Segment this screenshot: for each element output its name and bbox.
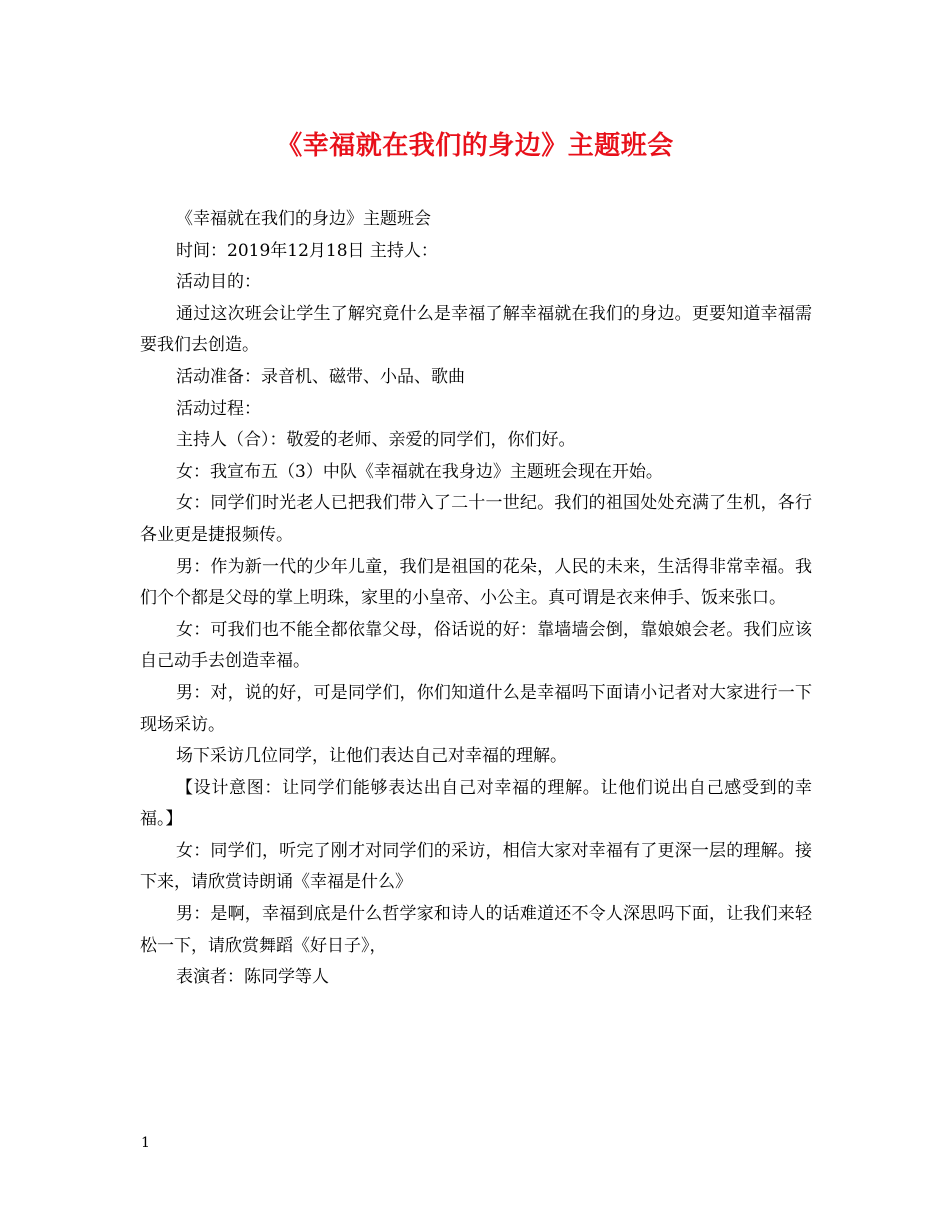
- paragraph: 男：是啊，幸福到底是什么哲学家和诗人的话难道还不令人深思吗下面，让我们来轻松一下，请欣赏舞蹈《好日子》，: [140, 904, 812, 956]
- paragraph: 主持人（合）：敬爱的老师、亲爱的同学们，你们好。: [176, 430, 576, 451]
- paragraph: 女：可我们也不能全都依靠父母，俗话说的好：靠墙墙会倒，靠娘娘会老。我们应该自己动手去创造幸福。: [140, 619, 812, 672]
- paragraph: 时间：2019年12月18日 主持人：: [176, 240, 438, 261]
- paragraph: 表演者：陈同学等人: [176, 967, 329, 988]
- paragraph: 男：作为新一代的少年儿童，我们是祖国的花朵，人民的未来，生活得非常幸福。我们个个都是父母的掌上明珠，家里的小皇帝、小公主。真可谓是衣来伸手、饭来张口。: [140, 556, 812, 609]
- paragraph: 活动准备：录音机、磁带、小品、歌曲: [176, 366, 465, 387]
- paragraph: 通过这次班会让学生了解究竟什么是幸福了解幸福就在我们的身边。更要知道幸福需要我们去创造。: [140, 303, 812, 356]
- paragraph: 【设计意图：让同学们能够表达出自己对幸福的理解。让他们说出自己感受到的幸福。】: [140, 777, 812, 830]
- document-body: [140, 204, 812, 994]
- paragraph: 女：我宣布五（3）中队《幸福就在我身边》主题班会现在开始。: [176, 461, 663, 482]
- paragraph: 《幸福就在我们的身边》主题班会: [176, 209, 431, 229]
- paragraph: 女：同学们，听完了刚才对同学们的采访，相信大家对幸福有了更深一层的理解。接下来，请欣赏诗朗诵《幸福是什么》: [140, 840, 812, 893]
- document-title: 《幸福就在我们的身边》主题班会: [276, 131, 674, 161]
- paragraph: 场下采访几位同学，让他们表达自己对幸福的理解。: [176, 746, 567, 767]
- paragraph: 男：对，说的好，可是同学们，你们知道什么是幸福吗下面请小记者对大家进行一下现场采访。: [140, 682, 812, 735]
- paragraph: 活动目的：: [176, 272, 261, 293]
- paragraph: 活动过程：: [176, 398, 261, 419]
- page-number: 1: [141, 1135, 150, 1151]
- paragraph: 女：同学们时光老人已把我们带入了二十一世纪。我们的祖国处处充满了生机，各行各业更是捷报频传。: [140, 493, 812, 545]
